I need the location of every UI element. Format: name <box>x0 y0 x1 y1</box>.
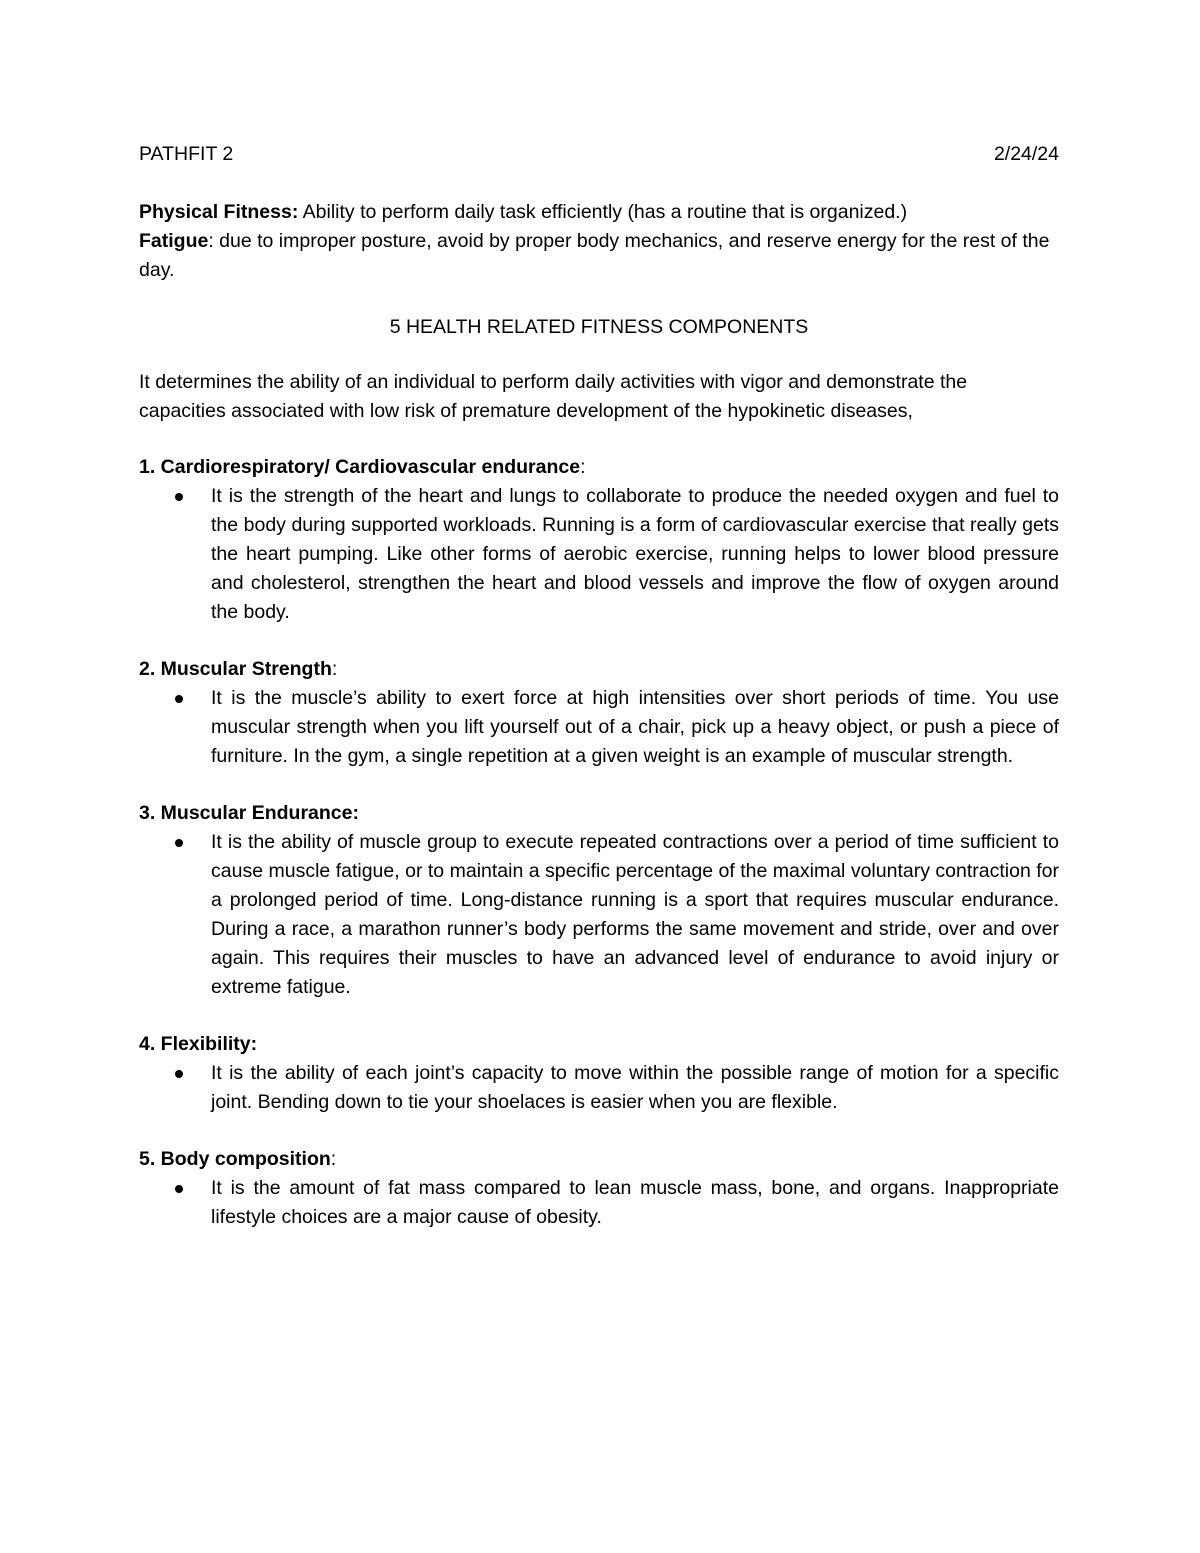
document-date: 2/24/24 <box>993 143 1059 165</box>
list-item <box>139 828 1059 1002</box>
component-description: It is the muscle’s ability to exert force at high intensities over short periods of time. You use muscular strength when you lift yourself out of a chair, pick up a heavy object, or push a piece of furniture. In the gym, a single repetition at a given weight is an example of muscular strength. <box>211 687 1059 767</box>
list-item <box>139 1174 1059 1232</box>
definition-text: : due to improper posture, avoid by proper body mechanics, and reserve energy for the rest of the day. <box>139 230 1050 281</box>
component-muscular-endurance <box>139 799 1059 1002</box>
component-heading: 1. Cardiorespiratory/ Cardiovascular endurance: <box>139 456 586 478</box>
component-heading: 5. Body composition: <box>139 1148 337 1170</box>
document-header <box>139 140 1059 169</box>
list-item <box>139 684 1059 771</box>
component-description: It is the ability of muscle group to execute repeated contractions over a period of time sufficient to cause muscle fatigue, or to maintain a specific percentage of the maximal voluntary contraction for a prolonged period of time. Long-distance running is a sport that requires muscular endurance. During a race, a marathon runner’s body performs the same movement and stride, over and over again. This requires their muscles to have an advanced level of endurance to avoid injury or extreme fatigue. <box>211 831 1059 998</box>
bullet-icon <box>139 1174 211 1203</box>
definition-term: Fatigue <box>139 230 209 252</box>
course-code: PATHFIT 2 <box>139 143 234 165</box>
document-page <box>139 140 1059 1260</box>
component-heading: 3. Muscular Endurance: <box>139 802 359 824</box>
bullet-icon <box>139 482 211 511</box>
bullet-icon <box>139 828 211 857</box>
definition-text: Ability to perform daily task efficiently (has a routine that is organized.) <box>298 201 908 223</box>
component-description: It is the amount of fat mass compared to lean muscle mass, bone, and organs. Inappropriate lifestyle choices are a major cause of obesity. <box>211 1177 1059 1228</box>
definition-term: Physical Fitness: <box>139 201 299 223</box>
list-item <box>139 1059 1059 1117</box>
component-heading: 2. Muscular Strength: <box>139 658 338 680</box>
component-heading: 4. Flexibility: <box>139 1033 258 1055</box>
definition-fatigue <box>139 227 1059 285</box>
definition-physical-fitness <box>139 198 1059 227</box>
bullet-icon <box>139 1059 211 1088</box>
component-muscular-strength <box>139 655 1059 771</box>
section-title: 5 HEALTH RELATED FITNESS COMPONENTS <box>389 316 809 338</box>
intro-paragraph: It determines the ability of an individual to perform daily activities with vigor and demonstrate the capacities associated with low risk of premature development of the hypokinetic diseases, <box>139 371 968 422</box>
component-body-composition <box>139 1145 1059 1232</box>
list-item <box>139 482 1059 627</box>
component-description: It is the ability of each joint’s capacity to move within the possible range of motion for a specific joint. Bending down to tie your shoelaces is easier when you are flexible. <box>211 1062 1059 1113</box>
component-cardiorespiratory <box>139 453 1059 627</box>
bullet-icon <box>139 684 211 713</box>
component-flexibility <box>139 1030 1059 1117</box>
component-description: It is the strength of the heart and lungs to collaborate to produce the needed oxygen and fuel to the body during supported workloads. Running is a form of cardiovascular exercise that really gets the heart pumping. Like other forms of aerobic exercise, running helps to lower blood pressure and cholesterol, strengthen the heart and blood vessels and improve the flow of oxygen around the body. <box>211 485 1059 623</box>
